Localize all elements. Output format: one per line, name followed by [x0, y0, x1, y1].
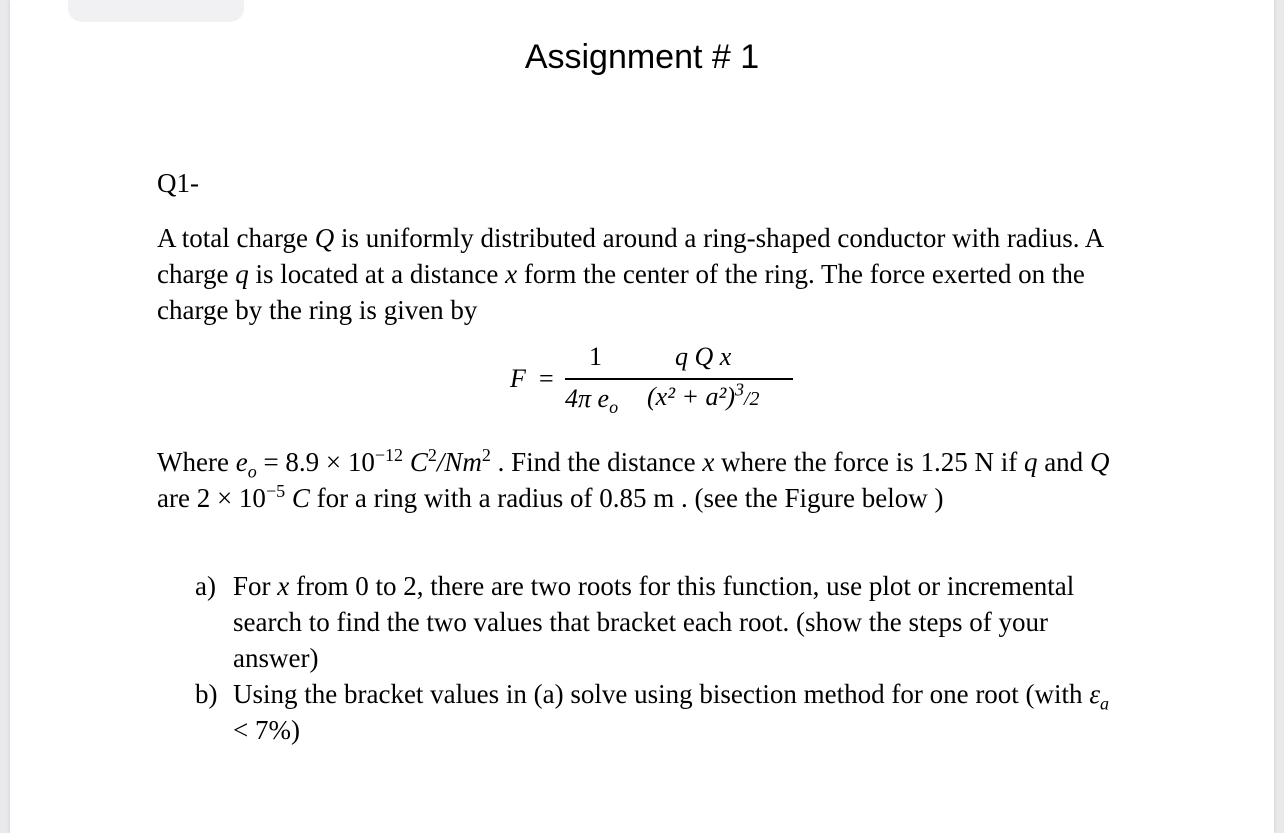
- fraction1-numerator: 1: [589, 342, 602, 371]
- page-title: Assignment # 1: [524, 38, 760, 76]
- where-exp-1: −12: [374, 445, 404, 465]
- where-text-1: Where: [157, 447, 236, 477]
- fraction2-bar: [639, 378, 793, 380]
- task-marker-a: a): [195, 571, 216, 601]
- where-text-7: for a ring with a radius of 0.85 m . (see the Figure below ): [309, 483, 944, 513]
- task-a-text-2: from 0 to 2, there are two roots for this function, use plot or incremental search to find the two values that bracket each root. (show the steps of your answer): [233, 571, 1075, 673]
- fraction1-denominator: [565, 384, 619, 418]
- task-a-var-x: x: [277, 571, 290, 601]
- fraction2-denominator: [647, 379, 760, 412]
- where-unit-2: /Nm: [436, 447, 482, 477]
- question-label: Q1-: [157, 168, 199, 198]
- force-formula: [505, 342, 825, 430]
- var-e: e: [235, 447, 248, 477]
- where-var-x: x: [702, 447, 715, 477]
- where-exp-2: −5: [265, 481, 286, 501]
- fraction1-den-sub: o: [609, 397, 619, 418]
- intro-text-2: is uniformly distributed around a ring-shaped conductor with radius. A charge: [157, 223, 1103, 289]
- task-list: [195, 568, 1125, 748]
- task-item-a: [195, 568, 1125, 676]
- fraction2-den-exp: 3: [735, 379, 744, 400]
- document-page: [10, 0, 1274, 833]
- fraction2-den-exp-rest: /2: [744, 388, 760, 410]
- where-text-4: where the force is 1.25 N if: [714, 447, 1024, 477]
- intro-text-4: form the center of the ring. The force exerted on the charge by the ring is given by: [157, 259, 1085, 325]
- where-text-6: are 2 × 10: [157, 483, 266, 513]
- intro-paragraph: [157, 220, 1147, 328]
- task-a-text-1: For: [233, 571, 278, 601]
- task-b-epsilon-sub: a: [1099, 693, 1109, 714]
- formula-lhs: F: [510, 364, 526, 393]
- where-paragraph: [157, 444, 1147, 516]
- fraction2-den-main: (x² + a²): [647, 382, 735, 411]
- intro-text-1: A total charge: [157, 223, 315, 253]
- where-var-q: q: [1023, 447, 1038, 477]
- task-item-b: [195, 676, 1125, 748]
- var-Q: Q: [314, 223, 335, 253]
- var-x: x: [505, 259, 518, 289]
- where-unit-1-exp: 2: [427, 445, 437, 465]
- var-q: q: [235, 259, 249, 289]
- fraction1-den-main: 4π e: [565, 384, 610, 413]
- task-b-epsilon: ε: [1089, 679, 1100, 709]
- formula-equals: =: [539, 364, 554, 393]
- tab-stub: [68, 0, 244, 22]
- where-text-5: and: [1037, 447, 1090, 477]
- where-text-3: . Find the distance: [490, 447, 703, 477]
- where-text-2: = 8.9 × 10: [256, 447, 375, 477]
- task-b-text-2: < 7%): [233, 715, 300, 745]
- task-marker-b: b): [195, 679, 218, 709]
- fraction2-numerator: q Q x: [675, 342, 732, 371]
- fraction1-bar: [565, 378, 639, 380]
- where-var-Q: Q: [1089, 447, 1110, 477]
- var-e-sub: o: [247, 461, 257, 482]
- where-unit-1: C: [403, 447, 428, 477]
- task-b-text-1: Using the bracket values in (a) solve using bisection method for one root (with: [233, 679, 1090, 709]
- intro-text-3: is located at a distance: [248, 259, 506, 289]
- where-unit-2-exp: 2: [481, 445, 491, 465]
- where-unit-3: C: [285, 483, 310, 513]
